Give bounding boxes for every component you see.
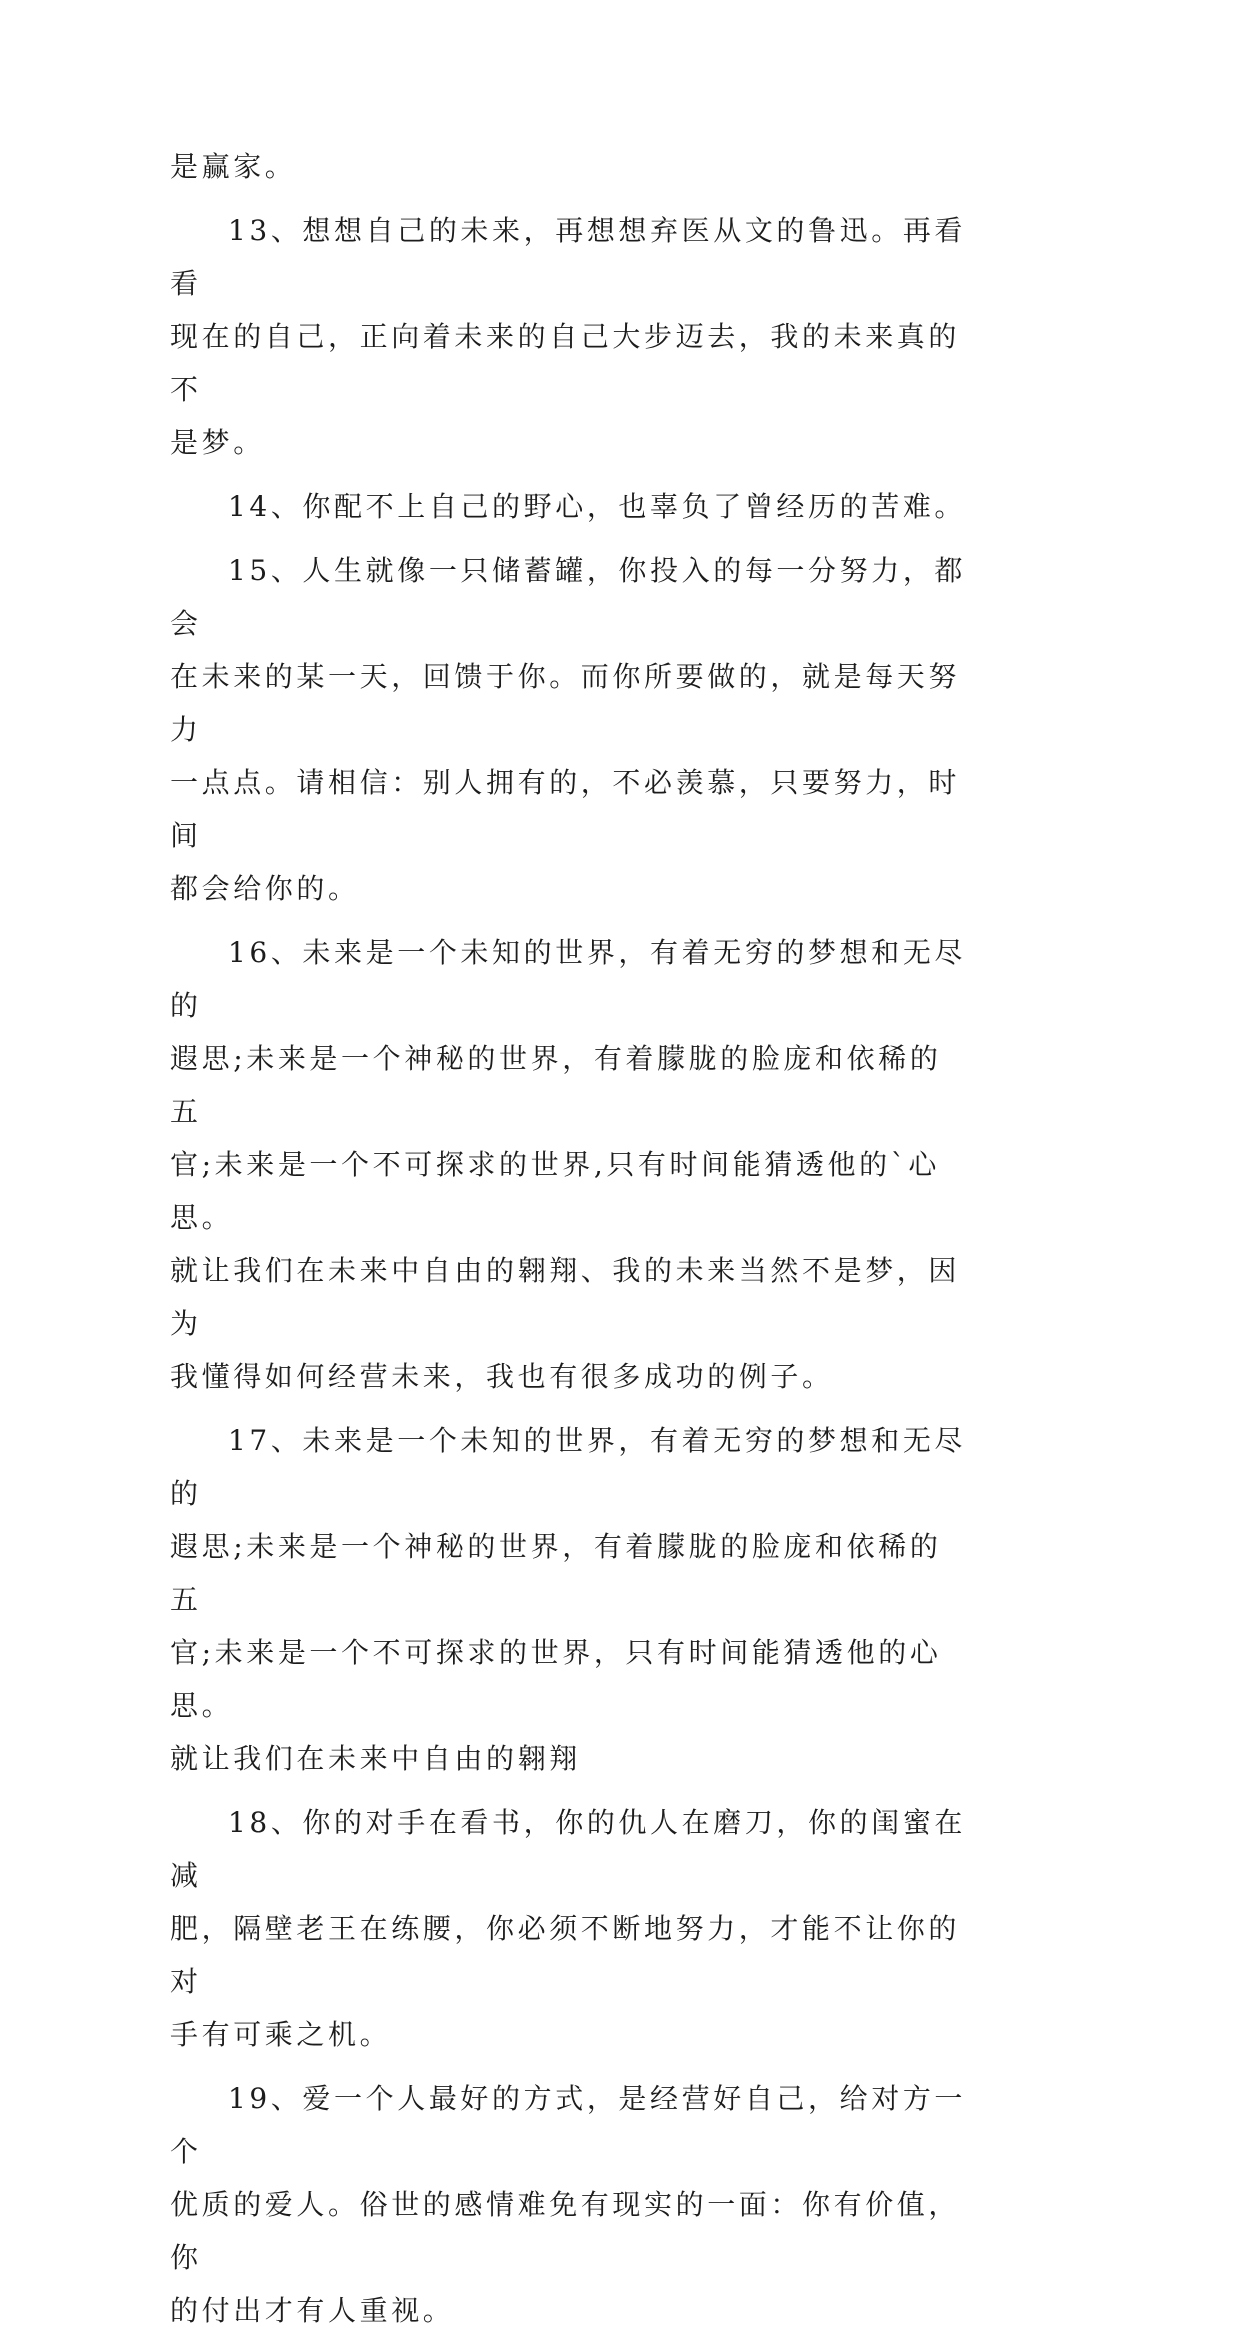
text-line: 13、想想自己的未来，再想想弃医从文的鲁迅。再看看 bbox=[170, 214, 967, 300]
text-line: 遐思;未来是一个神秘的世界，有着朦胧的脸庞和依稀的五 bbox=[170, 1042, 942, 1128]
text-line: 14、你配不上自己的野心，也辜负了曾经历的苦难。 bbox=[228, 490, 967, 523]
text-line: 是赢家。 bbox=[170, 150, 297, 183]
paragraph-13 bbox=[170, 204, 970, 469]
document-body bbox=[170, 140, 970, 2337]
paragraph-15 bbox=[170, 544, 970, 915]
text-line: 17、未来是一个未知的世界，有着无穷的梦想和无尽的 bbox=[170, 1424, 967, 1510]
text-line: 就让我们在未来中自由的翱翔、我的未来当然不是梦，因为 bbox=[170, 1254, 961, 1340]
text-line: 现在的自己，正向着未来的自己大步迈去，我的未来真的不 bbox=[170, 320, 961, 406]
paragraph-19 bbox=[170, 2072, 970, 2337]
text-line: 15、人生就像一只储蓄罐，你投入的每一分努力，都会 bbox=[170, 554, 967, 640]
text-line: 官;未来是一个不可探求的世界，只有时间能猜透他的心思。 bbox=[170, 1636, 942, 1722]
text-line: 都会给你的。 bbox=[170, 872, 360, 905]
paragraph-continuation bbox=[170, 140, 970, 193]
text-line: 一点点。请相信：别人拥有的，不必羡慕，只要努力，时间 bbox=[170, 766, 961, 852]
text-line: 在未来的某一天，回馈于你。而你所要做的，就是每天努力 bbox=[170, 660, 961, 746]
text-line: 肥，隔壁老王在练腰，你必须不断地努力，才能不让你的对 bbox=[170, 1912, 961, 1998]
text-line: 就让我们在未来中自由的翱翔 bbox=[170, 1742, 581, 1775]
paragraph-18 bbox=[170, 1796, 970, 2061]
paragraph-17 bbox=[170, 1414, 970, 1785]
text-line: 的付出才有人重视。 bbox=[170, 2294, 455, 2327]
text-line: 是梦。 bbox=[170, 426, 265, 459]
paragraph-14 bbox=[170, 480, 970, 533]
text-line: 19、爱一个人最好的方式，是经营好自己，给对方一个 bbox=[170, 2082, 967, 2168]
text-line: 手有可乘之机。 bbox=[170, 2018, 392, 2051]
text-line: 遐思;未来是一个神秘的世界，有着朦胧的脸庞和依稀的五 bbox=[170, 1530, 942, 1616]
text-line: 优质的爱人。俗世的感情难免有现实的一面：你有价值，你 bbox=[170, 2188, 961, 2274]
text-line: 18、你的对手在看书，你的仇人在磨刀，你的闺蜜在减 bbox=[170, 1806, 967, 1892]
text-line: 16、未来是一个未知的世界，有着无穷的梦想和无尽的 bbox=[170, 936, 967, 1022]
paragraph-16 bbox=[170, 926, 970, 1403]
text-line: 我懂得如何经营未来，我也有很多成功的例子。 bbox=[170, 1360, 834, 1393]
text-line: 官;未来是一个不可探求的世界,只有时间能猜透他的`心思。 bbox=[170, 1148, 940, 1234]
